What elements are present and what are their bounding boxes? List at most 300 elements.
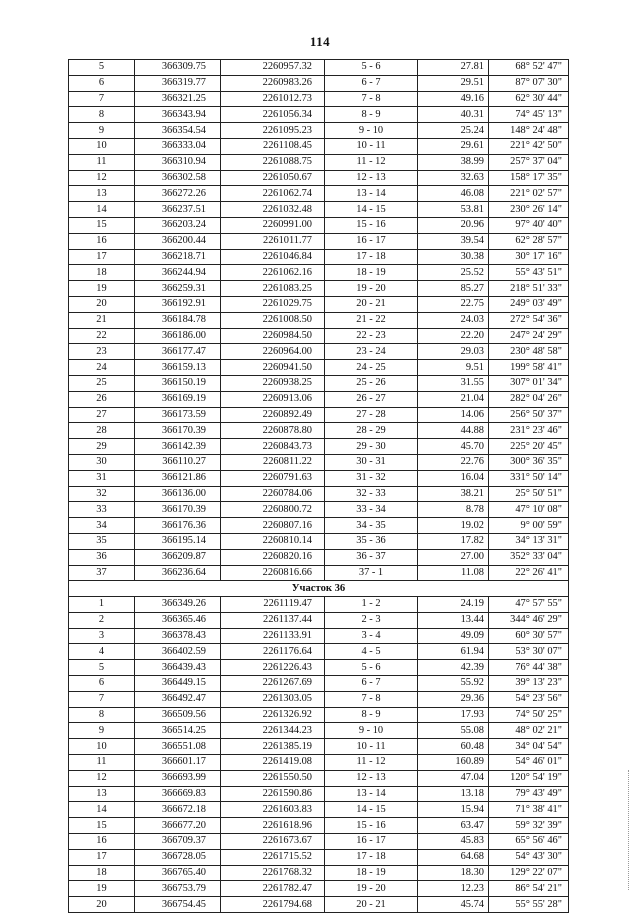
coord-x-cell: 366333.04 [135,138,221,154]
coord-x-cell: 366321.25 [135,91,221,107]
point-number-cell: 21 [69,312,135,328]
direction-angle-cell: 30° 17' 16" [489,249,569,265]
coord-y-cell: 2261715.52 [221,849,325,865]
point-number-cell: 20 [69,897,135,913]
length-cell: 24.03 [418,312,489,328]
point-number-cell: 18 [69,865,135,881]
point-number-cell: 34 [69,518,135,534]
coord-x-cell: 366184.78 [135,312,221,328]
length-cell: 22.75 [418,296,489,312]
length-cell: 29.61 [418,138,489,154]
coord-x-cell: 366136.00 [135,486,221,502]
length-cell: 25.24 [418,123,489,139]
coord-y-cell: 2261083.25 [221,281,325,297]
coord-x-cell: 366354.54 [135,123,221,139]
table-row [69,660,569,676]
length-cell: 19.02 [418,518,489,534]
table-row [69,423,569,439]
coord-y-cell: 2261603.83 [221,802,325,818]
point-number-cell: 36 [69,549,135,565]
length-cell: 32.63 [418,170,489,186]
coord-x-cell: 366669.83 [135,786,221,802]
point-number-cell: 10 [69,739,135,755]
direction-angle-cell: 76° 44' 38" [489,660,569,676]
coord-x-cell: 366509.56 [135,707,221,723]
direction-angle-cell: 25° 50' 51" [489,486,569,502]
coord-y-cell: 2261029.75 [221,296,325,312]
coordinates-table-body [69,60,569,913]
point-number-cell: 9 [69,723,135,739]
length-cell: 160.89 [418,755,489,771]
table-row [69,154,569,170]
segment-cell: 20 - 21 [325,897,418,913]
segment-cell: 18 - 19 [325,265,418,281]
coord-x-cell: 366121.86 [135,470,221,486]
coord-y-cell: 2261590.86 [221,786,325,802]
segment-cell: 10 - 11 [325,138,418,154]
point-number-cell: 5 [69,60,135,76]
coord-y-cell: 2261673.67 [221,834,325,850]
coord-x-cell: 366110.27 [135,454,221,470]
coord-y-cell: 2260984.50 [221,328,325,344]
point-number-cell: 22 [69,328,135,344]
direction-angle-cell: 59° 32' 39" [489,818,569,834]
coord-x-cell: 366753.79 [135,881,221,897]
direction-angle-cell: 74° 45' 13" [489,107,569,123]
coord-y-cell: 2260807.16 [221,518,325,534]
length-cell: 61.94 [418,644,489,660]
table-row [69,676,569,692]
coord-x-cell: 366218.71 [135,249,221,265]
point-number-cell: 2 [69,612,135,628]
table-row [69,407,569,423]
coord-y-cell: 2261012.73 [221,91,325,107]
segment-cell: 6 - 7 [325,75,418,91]
segment-cell: 8 - 9 [325,707,418,723]
coord-y-cell: 2260843.73 [221,439,325,455]
coord-x-cell: 366169.19 [135,391,221,407]
direction-angle-cell: 344° 46' 29" [489,612,569,628]
length-cell: 27.00 [418,549,489,565]
coord-x-cell: 366259.31 [135,281,221,297]
coord-x-cell: 366677.20 [135,818,221,834]
table-row [69,60,569,76]
point-number-cell: 16 [69,233,135,249]
table-row [69,612,569,628]
segment-cell: 20 - 21 [325,296,418,312]
table-row [69,770,569,786]
point-number-cell: 9 [69,123,135,139]
point-number-cell: 15 [69,217,135,233]
table-row [69,802,569,818]
direction-angle-cell: 74° 50' 25" [489,707,569,723]
coord-x-cell: 366343.94 [135,107,221,123]
point-number-cell: 7 [69,91,135,107]
table-row [69,360,569,376]
table-row [69,107,569,123]
length-cell: 29.51 [418,75,489,91]
segment-cell: 29 - 30 [325,439,418,455]
coord-y-cell: 2261176.64 [221,644,325,660]
table-row [69,281,569,297]
coord-y-cell: 2261008.50 [221,312,325,328]
table-row [69,691,569,707]
direction-angle-cell: 352° 33' 04" [489,549,569,565]
coord-x-cell: 366402.59 [135,644,221,660]
coord-x-cell: 366200.44 [135,233,221,249]
length-cell: 47.04 [418,770,489,786]
direction-angle-cell: 257° 37' 04" [489,154,569,170]
direction-angle-cell: 47° 57' 55" [489,597,569,613]
table-row [69,439,569,455]
table-row [69,312,569,328]
coord-y-cell: 2260983.26 [221,75,325,91]
coord-y-cell: 2261768.32 [221,865,325,881]
coord-x-cell: 366186.00 [135,328,221,344]
coord-y-cell: 2260991.00 [221,217,325,233]
point-number-cell: 37 [69,565,135,581]
table-row [69,375,569,391]
segment-cell: 31 - 32 [325,470,418,486]
table-row [69,217,569,233]
length-cell: 64.68 [418,849,489,865]
table-row [69,565,569,581]
length-cell: 22.20 [418,328,489,344]
table-row [69,123,569,139]
coord-y-cell: 2261046.84 [221,249,325,265]
point-number-cell: 26 [69,391,135,407]
coord-x-cell: 366192.91 [135,296,221,312]
point-number-cell: 27 [69,407,135,423]
coord-y-cell: 2261056.34 [221,107,325,123]
segment-cell: 16 - 17 [325,233,418,249]
coord-x-cell: 366176.36 [135,518,221,534]
coord-y-cell: 2260878.80 [221,423,325,439]
coord-y-cell: 2260784.06 [221,486,325,502]
direction-angle-cell: 86° 54' 21" [489,881,569,897]
table-row [69,628,569,644]
coord-y-cell: 2261326.92 [221,707,325,723]
direction-angle-cell: 129° 22' 07" [489,865,569,881]
length-cell: 15.94 [418,802,489,818]
direction-angle-cell: 249° 03' 49" [489,296,569,312]
length-cell: 53.81 [418,202,489,218]
point-number-cell: 12 [69,770,135,786]
coord-x-cell: 366754.45 [135,897,221,913]
length-cell: 60.48 [418,739,489,755]
coord-y-cell: 2261133.91 [221,628,325,644]
table-row [69,644,569,660]
coord-x-cell: 366728.05 [135,849,221,865]
segment-cell: 15 - 16 [325,818,418,834]
direction-angle-cell: 230° 26' 14" [489,202,569,218]
length-cell: 85.27 [418,281,489,297]
segment-cell: 36 - 37 [325,549,418,565]
point-number-cell: 11 [69,755,135,771]
length-cell: 45.83 [418,834,489,850]
direction-angle-cell: 120° 54' 19" [489,770,569,786]
segment-cell: 17 - 18 [325,249,418,265]
direction-angle-cell: 221° 02' 57" [489,186,569,202]
coord-y-cell: 2260964.00 [221,344,325,360]
table-row [69,344,569,360]
point-number-cell: 4 [69,644,135,660]
direction-angle-cell: 87° 07' 30" [489,75,569,91]
coord-x-cell: 366378.43 [135,628,221,644]
segment-cell: 15 - 16 [325,217,418,233]
coordinates-table [68,59,569,913]
length-cell: 49.16 [418,91,489,107]
point-number-cell: 17 [69,849,135,865]
length-cell: 27.81 [418,60,489,76]
point-number-cell: 11 [69,154,135,170]
section-header-row [69,581,569,597]
segment-cell: 3 - 4 [325,628,418,644]
coord-x-cell: 366319.77 [135,75,221,91]
coord-x-cell: 366449.15 [135,676,221,692]
point-number-cell: 19 [69,281,135,297]
segment-cell: 1 - 2 [325,597,418,613]
direction-angle-cell: 158° 17' 35" [489,170,569,186]
table-row [69,186,569,202]
segment-cell: 5 - 6 [325,60,418,76]
coord-y-cell: 2260941.50 [221,360,325,376]
coord-x-cell: 366142.39 [135,439,221,455]
direction-angle-cell: 54° 46' 01" [489,755,569,771]
table-row [69,818,569,834]
coord-y-cell: 2261062.16 [221,265,325,281]
length-cell: 38.21 [418,486,489,502]
coord-x-cell: 366237.51 [135,202,221,218]
point-number-cell: 12 [69,170,135,186]
point-number-cell: 19 [69,881,135,897]
segment-cell: 28 - 29 [325,423,418,439]
direction-angle-cell: 9° 00' 59" [489,518,569,534]
segment-cell: 5 - 6 [325,660,418,676]
segment-cell: 11 - 12 [325,154,418,170]
coord-x-cell: 366272.26 [135,186,221,202]
coord-x-cell: 366159.13 [135,360,221,376]
direction-angle-cell: 60° 30' 57" [489,628,569,644]
table-row [69,755,569,771]
coord-y-cell: 2261137.44 [221,612,325,628]
coord-y-cell: 2260810.14 [221,533,325,549]
table-row [69,881,569,897]
coord-x-cell: 366203.24 [135,217,221,233]
length-cell: 22.76 [418,454,489,470]
point-number-cell: 20 [69,296,135,312]
point-number-cell: 14 [69,202,135,218]
segment-cell: 32 - 33 [325,486,418,502]
length-cell: 8.78 [418,502,489,518]
point-number-cell: 1 [69,597,135,613]
coord-y-cell: 2260820.16 [221,549,325,565]
coord-y-cell: 2261550.50 [221,770,325,786]
coord-y-cell: 2260913.06 [221,391,325,407]
table-row [69,91,569,107]
direction-angle-cell: 272° 54' 36" [489,312,569,328]
point-number-cell: 25 [69,375,135,391]
table-row [69,138,569,154]
coord-x-cell: 366672.18 [135,802,221,818]
coord-y-cell: 2260811.22 [221,454,325,470]
direction-angle-cell: 282° 04' 26" [489,391,569,407]
table-row [69,170,569,186]
segment-cell: 27 - 28 [325,407,418,423]
segment-cell: 30 - 31 [325,454,418,470]
direction-angle-cell: 307° 01' 34" [489,375,569,391]
length-cell: 49.09 [418,628,489,644]
coord-x-cell: 366349.26 [135,597,221,613]
table-row [69,391,569,407]
point-number-cell: 17 [69,249,135,265]
segment-cell: 35 - 36 [325,533,418,549]
direction-angle-cell: 230° 48' 58" [489,344,569,360]
coord-y-cell: 2260791.63 [221,470,325,486]
point-number-cell: 15 [69,818,135,834]
coord-x-cell: 366709.37 [135,834,221,850]
point-number-cell: 31 [69,470,135,486]
length-cell: 13.18 [418,786,489,802]
coord-y-cell: 2261303.05 [221,691,325,707]
table-row [69,502,569,518]
length-cell: 46.08 [418,186,489,202]
segment-cell: 9 - 10 [325,723,418,739]
table-row [69,470,569,486]
scan-edge-marks [628,770,632,890]
coord-y-cell: 2261226.43 [221,660,325,676]
direction-angle-cell: 34° 04' 54" [489,739,569,755]
length-cell: 18.30 [418,865,489,881]
table-row [69,249,569,265]
point-number-cell: 3 [69,628,135,644]
coord-y-cell: 2261050.67 [221,170,325,186]
direction-angle-cell: 62° 28' 57" [489,233,569,249]
segment-cell: 21 - 22 [325,312,418,328]
section-title: Участок 36 [69,581,569,597]
segment-cell: 17 - 18 [325,849,418,865]
length-cell: 14.06 [418,407,489,423]
coord-y-cell: 2261088.75 [221,154,325,170]
length-cell: 9.51 [418,360,489,376]
table-row [69,202,569,218]
point-number-cell: 5 [69,660,135,676]
table-row [69,296,569,312]
coord-x-cell: 366439.43 [135,660,221,676]
segment-cell: 25 - 26 [325,375,418,391]
length-cell: 42.39 [418,660,489,676]
direction-angle-cell: 218° 51' 33" [489,281,569,297]
direction-angle-cell: 55° 55' 28" [489,897,569,913]
point-number-cell: 7 [69,691,135,707]
table-row [69,328,569,344]
table-row [69,533,569,549]
direction-angle-cell: 247° 24' 29" [489,328,569,344]
coord-y-cell: 2260816.66 [221,565,325,581]
coord-x-cell: 366195.14 [135,533,221,549]
table-row [69,265,569,281]
length-cell: 11.08 [418,565,489,581]
coord-x-cell: 366514.25 [135,723,221,739]
coord-y-cell: 2261782.47 [221,881,325,897]
coord-y-cell: 2261385.19 [221,739,325,755]
point-number-cell: 16 [69,834,135,850]
segment-cell: 12 - 13 [325,770,418,786]
length-cell: 17.82 [418,533,489,549]
direction-angle-cell: 148° 24' 48" [489,123,569,139]
point-number-cell: 18 [69,265,135,281]
coord-x-cell: 366150.19 [135,375,221,391]
table-row [69,865,569,881]
segment-cell: 7 - 8 [325,91,418,107]
point-number-cell: 24 [69,360,135,376]
direction-angle-cell: 34° 13' 31" [489,533,569,549]
length-cell: 31.55 [418,375,489,391]
coord-x-cell: 366365.46 [135,612,221,628]
point-number-cell: 29 [69,439,135,455]
coord-x-cell: 366170.39 [135,502,221,518]
point-number-cell: 8 [69,107,135,123]
direction-angle-cell: 68° 52' 47" [489,60,569,76]
segment-cell: 13 - 14 [325,786,418,802]
coord-x-cell: 366177.47 [135,344,221,360]
segment-cell: 14 - 15 [325,202,418,218]
length-cell: 29.36 [418,691,489,707]
table-row [69,739,569,755]
coord-x-cell: 366309.75 [135,60,221,76]
segment-cell: 13 - 14 [325,186,418,202]
point-number-cell: 28 [69,423,135,439]
point-number-cell: 13 [69,786,135,802]
point-number-cell: 32 [69,486,135,502]
coord-x-cell: 366302.58 [135,170,221,186]
segment-cell: 24 - 25 [325,360,418,376]
coord-x-cell: 366492.47 [135,691,221,707]
coord-y-cell: 2260938.25 [221,375,325,391]
length-cell: 63.47 [418,818,489,834]
coord-x-cell: 366173.59 [135,407,221,423]
point-number-cell: 6 [69,676,135,692]
direction-angle-cell: 256° 50' 37" [489,407,569,423]
coord-y-cell: 2260800.72 [221,502,325,518]
length-cell: 45.74 [418,897,489,913]
coord-y-cell: 2261095.23 [221,123,325,139]
table-row [69,454,569,470]
segment-cell: 6 - 7 [325,676,418,692]
coord-x-cell: 366693.99 [135,770,221,786]
direction-angle-cell: 199° 58' 41" [489,360,569,376]
direction-angle-cell: 65° 56' 46" [489,834,569,850]
segment-cell: 2 - 3 [325,612,418,628]
table-row [69,723,569,739]
coord-x-cell: 366310.94 [135,154,221,170]
length-cell: 16.04 [418,470,489,486]
length-cell: 30.38 [418,249,489,265]
segment-cell: 34 - 35 [325,518,418,534]
segment-cell: 22 - 23 [325,328,418,344]
table-row [69,707,569,723]
coord-y-cell: 2261011.77 [221,233,325,249]
length-cell: 29.03 [418,344,489,360]
direction-angle-cell: 231° 23' 46" [489,423,569,439]
segment-cell: 18 - 19 [325,865,418,881]
coord-y-cell: 2261119.47 [221,597,325,613]
length-cell: 25.52 [418,265,489,281]
length-cell: 44.88 [418,423,489,439]
point-number-cell: 30 [69,454,135,470]
segment-cell: 12 - 13 [325,170,418,186]
segment-cell: 14 - 15 [325,802,418,818]
